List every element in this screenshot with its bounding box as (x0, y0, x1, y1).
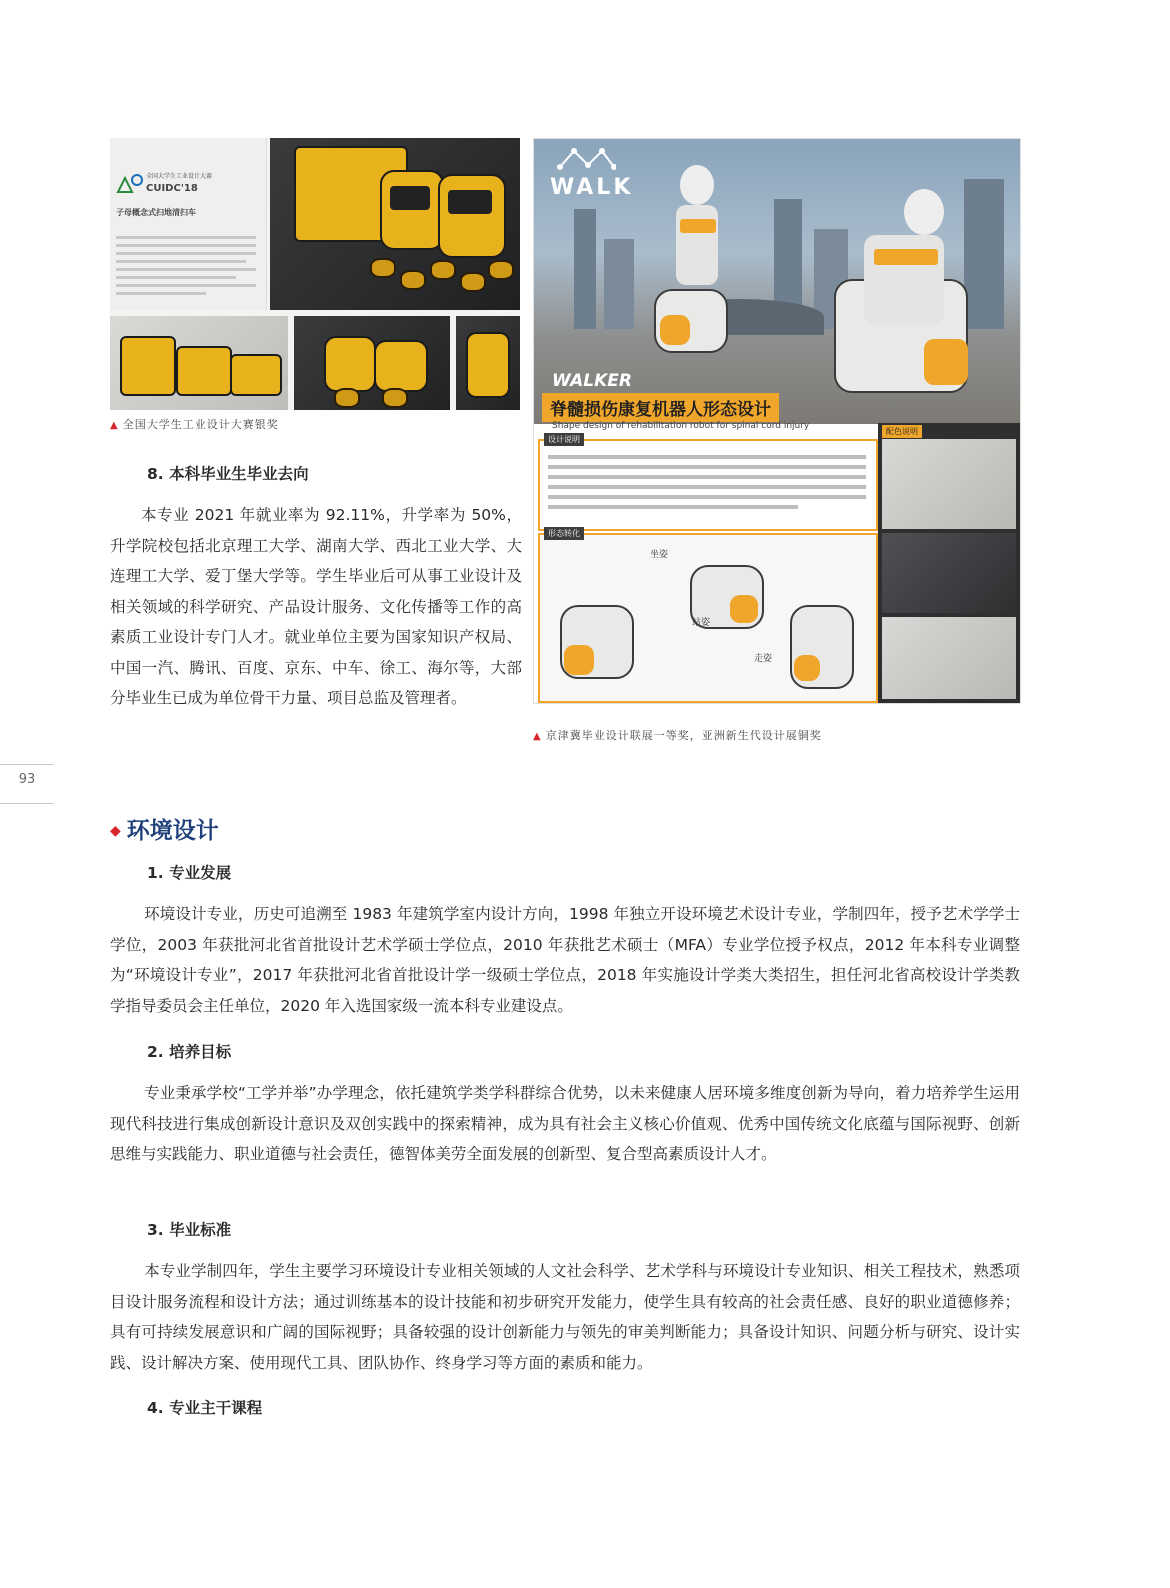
triangle-icon: ▲ (533, 731, 542, 742)
poster-work-title: 子母概念式扫地清扫车 (116, 208, 196, 217)
cuidc-logo-icon (116, 172, 144, 194)
walker-figure (533, 138, 1021, 704)
award-poster (110, 138, 267, 310)
callout-stand: 站姿 (692, 618, 711, 628)
walk-brand: WALK (550, 175, 634, 200)
page-number-rule-bottom (0, 803, 54, 804)
env-s4-heading: 4. 专业主干课程 (147, 1399, 263, 1417)
env-s2-heading: 2. 培养目标 (147, 1043, 232, 1061)
sweeper-figure (110, 138, 520, 410)
env-s1-heading: 1. 专业发展 (147, 864, 232, 882)
env-s2-body: 专业秉承学校“工学并举”办学理念，依托建筑学类学科群综合优势，以未来健康人居环境多维度创新为导向，着力培养学生运用现代科技进行集成创新设计意识及双创实践中的探索精神，成为具有社会主义核心价值观、优秀中国传统文化底蕴与国际视野、创新思维与实践能力、职业道德与社会责任，德智体美劳全面发展的创新型、复合型高素质设计人才。 (110, 1084, 1020, 1163)
env-s3-heading: 3. 毕业标准 (147, 1221, 232, 1239)
design-description-label: 设计说明 (544, 433, 584, 446)
page-number: 93 (18, 772, 36, 787)
poster-title: 全国大学生工业设计大赛 (146, 173, 213, 180)
left-figure-caption: ▲ 全国大学生工业设计大赛银奖 (110, 418, 279, 431)
section8-heading: 8. 本科毕业生毕业去向 (147, 465, 309, 483)
form-transformation-label: 形态转化 (544, 527, 584, 540)
walk-logo-icon (556, 145, 616, 175)
sweeper-front-view (294, 316, 450, 410)
page-number-rule-top (0, 764, 54, 765)
sweeper-side-view (110, 316, 288, 410)
callout-walk: 走姿 (754, 654, 773, 664)
poster-logo: CUIDC'18 (146, 183, 198, 194)
env-section-title: ◆ 环境设计 (110, 818, 219, 844)
walker-subtitle: Shape design of rehabilitation robot for spinal cord injury (552, 421, 810, 431)
env-s1-body: 环境设计专业，历史可追溯至 1983 年建筑学室内设计方向，1998 年独立开设环境艺术设计专业，学制四年，授予艺术学学士学位，2003 年获批河北省首批设计艺术学硕士学位点，2010 年获批艺术硕士（MFA）专业学位授予权点，2012 年本科专业调整为“环境设计专业”，2017 年获批河北省首批设计学一级硕士学位点，2018 年实施设计学类大类招生，担任河北省高校设计学类教学指导委员会主任单位，2020 年入选国家级一流本科专业建设点。 (110, 905, 1020, 1015)
design-description-panel (538, 435, 878, 531)
walker-word: WALKER (552, 371, 633, 391)
sweeper-main-render (270, 138, 520, 310)
triangle-icon: ▲ (110, 420, 119, 431)
walker-title: 脊髓损伤康复机器人形态设计 (542, 393, 779, 422)
callout-sit: 坐姿 (650, 550, 669, 560)
right-figure-caption: ▲ 京津冀毕业设计联展一等奖，亚洲新生代设计展铜奖 (533, 729, 822, 742)
sweeper-detail-view (456, 316, 520, 410)
color-scheme-label: 配色说明 (882, 425, 922, 438)
env-s3-body: 本专业学制四年，学生主要学习环境设计专业相关领域的人文社会科学、艺术学科与环境设计专业知识、相关工程技术，熟悉项目设计服务流程和设计方法；通过训练基本的设计技能和初步研究开发能力，使学生具有较高的社会责任感、良好的职业道德修养；具有可持续发展意识和广阔的国际视野；具备较强的设计创新能力与领先的审美判断能力；具备设计知识、问题分析与研究、设计实践、设计解决方案、使用现代工具、团队协作、终身学习等方面的素质和能力。 (110, 1262, 1020, 1372)
form-transformation-panel (538, 529, 878, 703)
section8-body: 本专业 2021 年就业率为 92.11%，升学率为 50%，升学院校包括北京理工大学、湖南大学、西北工业大学、大连理工大学、爱丁堡大学等。学生毕业后可从事工业设计及相关领域的科学研究、产品设计服务、文化传播等工作的高素质工业设计专门人才。就业单位主要为国家知识产权局、中国一汽、腾讯、百度、京东、中车、徐工、海尔等，大部分毕业生已成为单位骨干力量、项目总监及管理者。 (110, 506, 522, 707)
color-scheme-column (878, 423, 1020, 703)
diamond-icon: ◆ (110, 823, 121, 839)
